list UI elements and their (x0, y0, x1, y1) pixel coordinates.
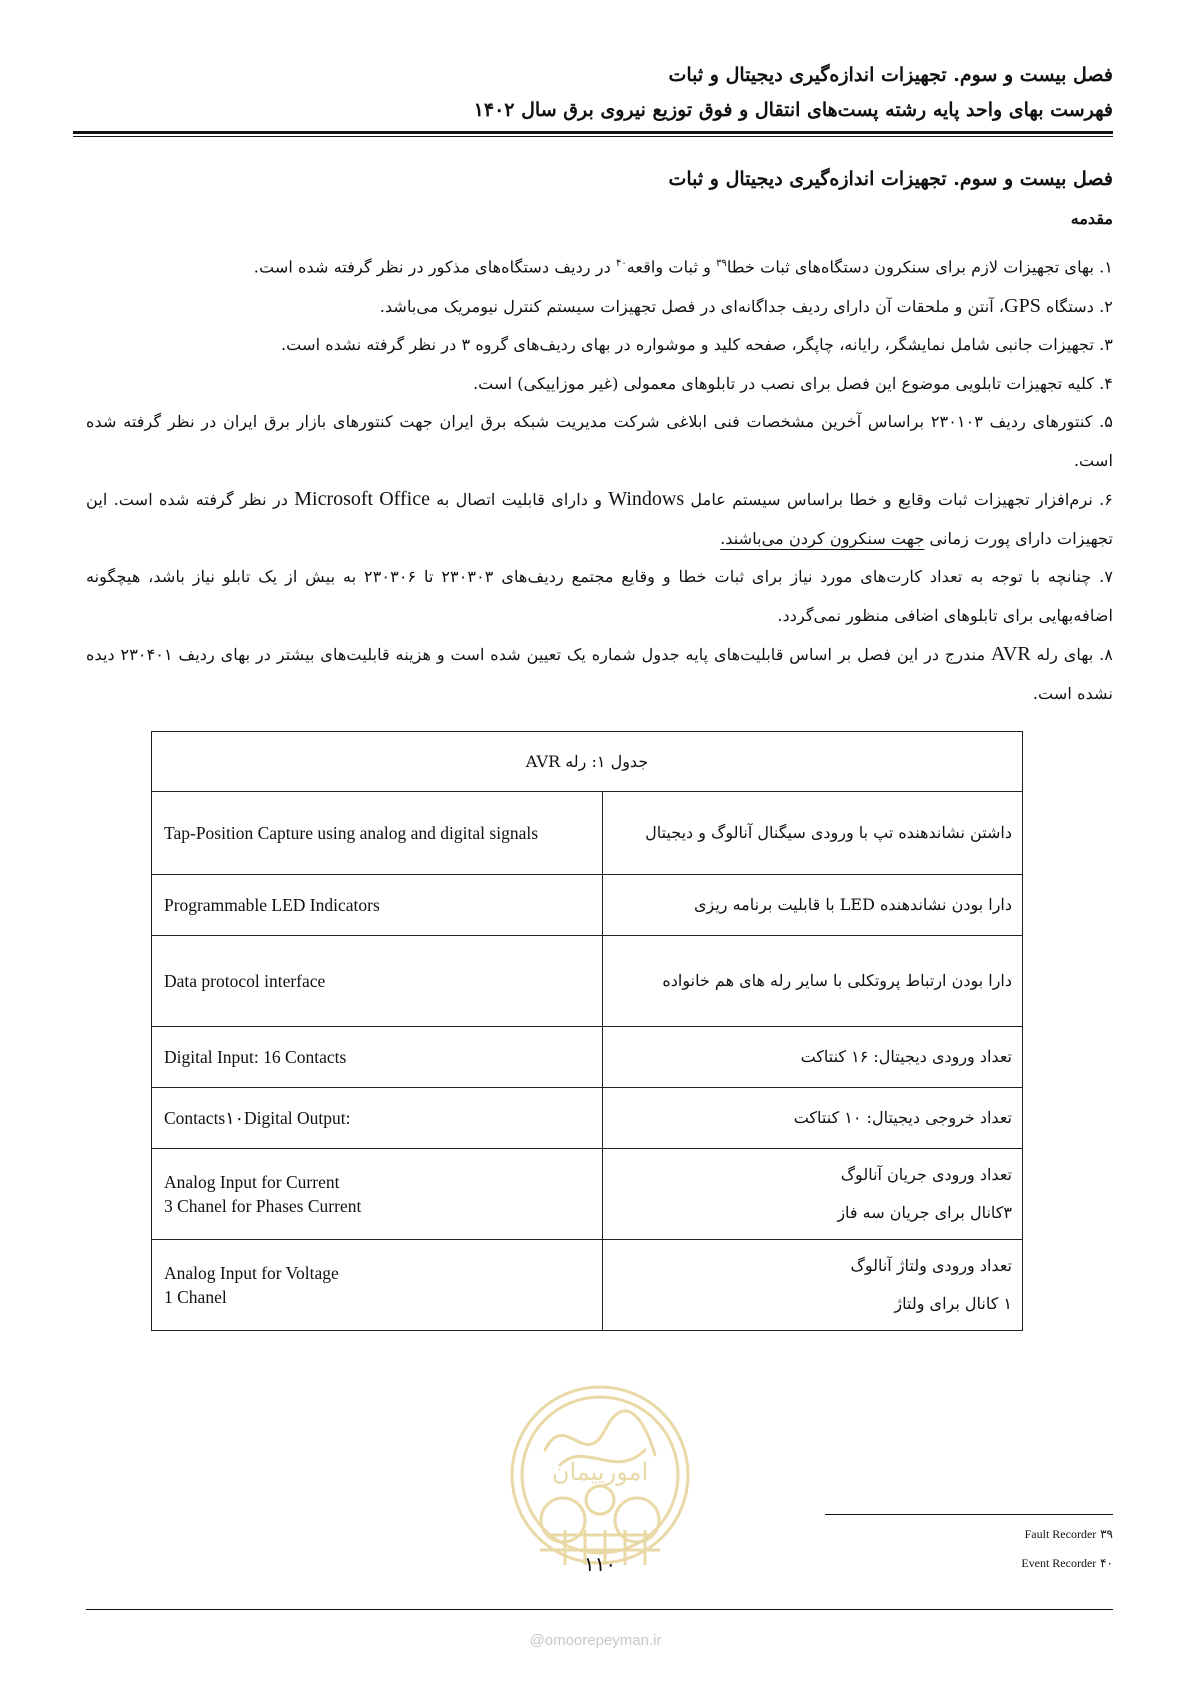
table-row (152, 936, 1023, 1027)
header-document-title: فهرست بهای واحد پایه رشته پست‌های انتقال و فوق توزیع نیروی برق سال ۱۴۰۲ (473, 99, 1113, 121)
page-number: ۱۱۰ (583, 1552, 617, 1576)
table-cell-fa: تعداد خروجی دیجیتال: ۱۰ کنتاکت (603, 1088, 1023, 1149)
watermark-url: @omoorepeyman.ir (529, 1632, 662, 1649)
intro-item-8: ۸. بهای رله AVR مندرج در این فصل بر اساس قابلیت‌های پایه جدول شماره یک تعیین شده است و هزینه قابلیت‌های بیشتر در بهای ردیف ۲۳۰۴۰۱ دیده نشده است. (86, 643, 1113, 703)
table-row (152, 792, 1023, 875)
intro-item-4: ۴. کلیه تجهیزات تابلویی موضوع این فصل برای نصب در تابلوهای معمولی (غیر موزاییکی) است. (473, 373, 1113, 393)
intro-list (86, 245, 1113, 713)
header-rule-thin (73, 136, 1113, 137)
avr-spec-table (151, 731, 1023, 1331)
svg-text:امورپیمان: امورپیمان (551, 1458, 649, 1486)
table-cell-fa: دارا بودن نشاندهنده LED با قابلیت برنامه ریزی (603, 875, 1023, 936)
header-chapter-title: فصل بیست و سوم. تجهیزات اندازه‌گیری دیجیتال و ثبات (668, 64, 1113, 86)
intro-item-7: ۷. چنانچه با توجه به تعداد کارت‌های مورد نیاز برای ثبات خطا و وقایع مجتمع ردیف‌های ۲۳۰۳۰۳ تا ۲۳۰۳۰۶ به بیش از یک تابلو نیاز باشد، هیچگونه اضافه‌بهایی برای تابلوهای اضافی منظور نمی‌گردد. (86, 567, 1114, 625)
running-header (78, 58, 1113, 128)
watermark-seal-logo (505, 1380, 695, 1570)
table-caption: جدول ۱: رله AVR (152, 732, 1023, 792)
table-row (152, 1149, 1023, 1240)
footnote-39: ۳۹ Fault Recorder (1024, 1527, 1113, 1541)
table-cell-en: Tap-Position Capture using analog and digital signals (152, 792, 603, 875)
footnote-rule (825, 1514, 1113, 1515)
underlined-phrase: جهت سنکرون کردن می‌باشند. (720, 528, 925, 548)
table-cell-fa: تعداد ورودی جریان آنالوگ ۳کانال برای جریان سه فاز (603, 1149, 1023, 1240)
table-row (152, 875, 1023, 936)
table-cell-en: Data protocol interface (152, 936, 603, 1027)
table-cell-fa: داشتن نشاندهنده تپ با ورودی سیگنال آنالوگ و دیجیتال (603, 792, 1023, 875)
table-row (152, 1240, 1023, 1331)
table-caption-row (152, 732, 1023, 792)
table-cell-en: Programmable LED Indicators (152, 875, 603, 936)
table-cell-fa: تعداد ورودی ولتاژ آنالوگ ۱ کانال برای ولتاژ (603, 1240, 1023, 1331)
table-cell-en: Analog Input for Current 3 Chanel for Phases Current (152, 1149, 603, 1240)
intro-item-3: ۳. تجهیزات جانبی شامل نمایشگر، رایانه، چاپگر، صفحه کلید و موشواره در بهای ردیف‌های گروه ۳ در نظر گرفته نشده است. (281, 335, 1113, 355)
intro-item-2: ۲. دستگاه GPS، آنتن و ملحقات آن دارای ردیف جداگانه‌ای در فصل تجهیزات سیستم کنترل نیومریک می‌باشد. (379, 294, 1113, 317)
table-row (152, 1027, 1023, 1088)
table-cell-fa: تعداد ورودی دیجیتال: ۱۶ کنتاکت (603, 1027, 1023, 1088)
section-title: فصل بیست و سوم. تجهیزات اندازه‌گیری دیجیتال و ثبات (668, 168, 1113, 190)
header-rule-thick (73, 131, 1113, 134)
footnote-ref-39[interactable]: ۳۹ (716, 258, 727, 269)
intro-item-1: ۱. بهای تجهیزات لازم برای سنکرون دستگاه‌های ثبات خطا$^{۳۹}$ و ثبات واقعه$^{۴۰}$ در ردیف دستگاه‌های مذکور در نظر گرفته شده است. (253, 257, 1113, 277)
table-cell-en: Digital Input: 16 Contacts (152, 1027, 603, 1088)
intro-item-5: ۵. کنتورهای ردیف ۲۳۰۱۰۳ براساس آخرین مشخصات فنی ابلاغی شرکت مدیریت شبکه برق ایران جهت کنتورهای بازار برق ایران در نظر گرفته شده است. (86, 412, 1113, 470)
table-row (152, 1088, 1023, 1149)
footer-rule (86, 1609, 1113, 1610)
footnote-ref-40[interactable]: ۴۰ (615, 258, 627, 269)
intro-heading: مقدمه (1070, 209, 1113, 228)
table-cell-en: Analog Input for Voltage 1 Chanel (152, 1240, 603, 1331)
footnote-40: ۴۰ Event Recorder (1021, 1556, 1113, 1570)
table-cell-en: Contacts۱۰Digital Output: (152, 1088, 603, 1149)
table-cell-fa: دارا بودن ارتباط پروتکلی با سایر رله های هم خانواده (603, 936, 1023, 1027)
intro-item-6: ۶. نرم‌افزار تجهیزات ثبات وقایع و خطا براساس سیستم عامل Windows و دارای قابلیت اتصال به Microsoft Office در نظر گرفته شده است. این تجهیزات دارای پورت زمانی جهت سنکرون کردن می‌باشند. (86, 488, 1113, 548)
seal-signature-glyph (545, 1411, 655, 1465)
